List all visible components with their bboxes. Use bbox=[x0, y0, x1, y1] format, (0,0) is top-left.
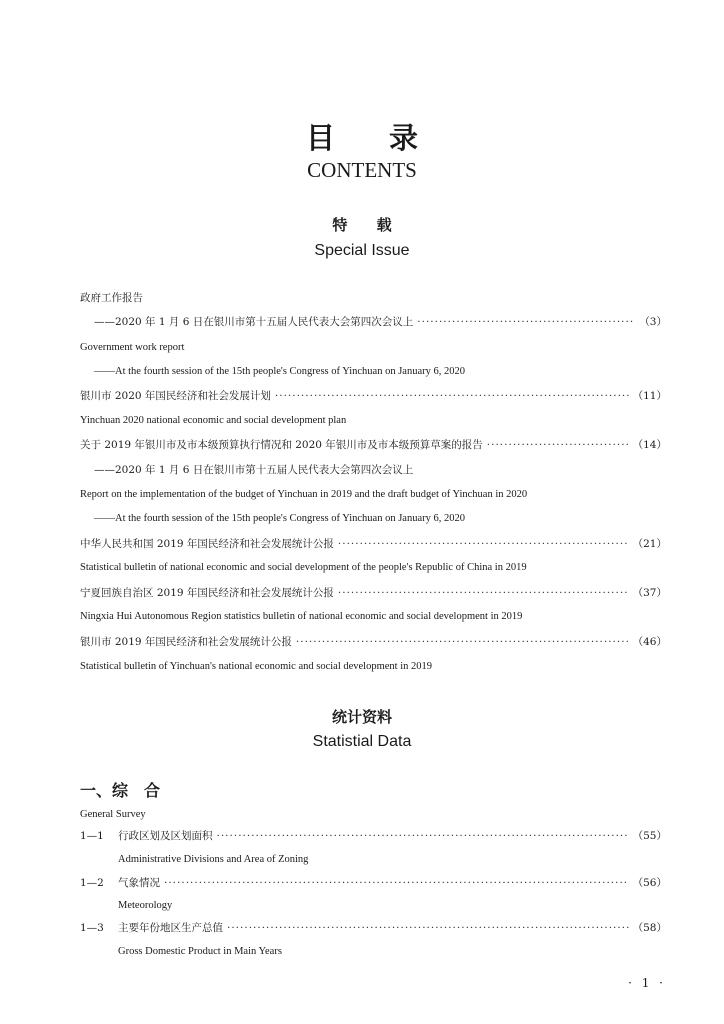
toc-entry-en: Report on the implementation of the budget of Yinchuan in 2019 and the draft budget of Yinchuan in 2020 bbox=[80, 489, 528, 500]
toc-entry[interactable] bbox=[80, 537, 667, 551]
toc-entry-number: 1—3 bbox=[80, 922, 104, 934]
toc-entry-title: 银川市 2020 年国民经济和社会发展计划 bbox=[80, 390, 271, 402]
toc-entry[interactable] bbox=[80, 876, 667, 890]
stats-heading-en: Statistial Data bbox=[312, 733, 412, 750]
toc-page-number: （46） bbox=[632, 636, 667, 648]
toc-entry-title: 行政区划及区划面积 bbox=[118, 830, 213, 842]
chapter-heading: 一、综 合 bbox=[80, 781, 161, 800]
leader-dots bbox=[227, 921, 629, 935]
toc-entry[interactable] bbox=[80, 586, 667, 600]
toc-entry-number: 1—2 bbox=[80, 877, 104, 889]
special-heading-en: Special Issue bbox=[314, 242, 410, 259]
toc-entry[interactable] bbox=[80, 389, 667, 403]
toc-entry-title: 气象情况 bbox=[118, 877, 160, 889]
toc-entry-en: Ningxia Hui Autonomous Region statistics bulletin of national economic and social development in 2019 bbox=[80, 611, 523, 622]
toc-entry-sub-en: ——At the fourth session of the 15th people's Congress of Yinchuan on January 6, 2020 bbox=[94, 513, 465, 524]
leader-dots bbox=[217, 829, 629, 843]
toc-entry[interactable] bbox=[80, 829, 667, 843]
leader-dots bbox=[275, 389, 629, 403]
leader-dots bbox=[164, 876, 629, 890]
toc-page-number: （37） bbox=[632, 587, 667, 599]
toc-page-number: （21） bbox=[632, 538, 667, 550]
leader-dots bbox=[296, 635, 629, 649]
toc-entry[interactable] bbox=[94, 315, 667, 329]
toc-entry-title: 关于 2019 年银川市及市本级预算执行情况和 2020 年银川市及市本级预算草案的报告 bbox=[80, 439, 483, 451]
toc-entry-en: Gross Domestic Product in Main Years bbox=[118, 946, 282, 957]
page-number-footer: · 1 · bbox=[628, 976, 666, 990]
toc-entry[interactable] bbox=[80, 438, 667, 452]
leader-dots bbox=[338, 537, 629, 551]
toc-entry-en: Statistical bulletin of Yinchuan's national economic and social development in 2019 bbox=[80, 661, 433, 672]
toc-entry[interactable] bbox=[80, 635, 667, 649]
toc-entry-sub-en: ——At the fourth session of the 15th people's Congress of Yinchuan on January 6, 2020 bbox=[94, 366, 465, 377]
toc-entry-title: 中华人民共和国 2019 年国民经济和社会发展统计公报 bbox=[80, 538, 334, 550]
toc-entry-number: 1—1 bbox=[80, 830, 104, 842]
toc-entry[interactable] bbox=[80, 921, 667, 935]
toc-entry-title: ——2020 年 1 月 6 日在银川市第十五届人民代表大会第四次会议上 bbox=[94, 316, 414, 328]
toc-entry-sub: ——2020 年 1 月 6 日在银川市第十五届人民代表大会第四次会议上 bbox=[94, 464, 414, 476]
toc-entry-en: Administrative Divisions and Area of Zoning bbox=[118, 854, 309, 865]
special-heading-zh: 特 载 bbox=[332, 216, 404, 234]
leader-dots bbox=[338, 586, 629, 600]
toc-category: 政府工作报告 bbox=[80, 292, 143, 304]
toc-entry-en: Government work report bbox=[80, 342, 185, 353]
chapter-heading-en: General Survey bbox=[80, 809, 146, 820]
toc-page-number: （14） bbox=[632, 439, 667, 451]
toc-entry-en: Statistical bulletin of national economic and social development of the people's Republic of China in 2019 bbox=[80, 562, 527, 573]
stats-heading-zh: 统计资料 bbox=[331, 708, 392, 726]
page-subtitle: CONTENTS bbox=[307, 158, 417, 182]
toc-page-number: （3） bbox=[639, 316, 667, 328]
toc-entry-en: Meteorology bbox=[118, 900, 173, 911]
toc-page-number: （56） bbox=[632, 877, 667, 889]
toc-page-number: （11） bbox=[632, 390, 667, 402]
leader-dots bbox=[487, 438, 629, 452]
page-title: 目 录 bbox=[305, 121, 441, 155]
toc-entry-en: Yinchuan 2020 national economic and social development plan bbox=[80, 415, 347, 426]
toc-page-number: （55） bbox=[632, 830, 667, 842]
toc-page-number: （58） bbox=[632, 922, 667, 934]
leader-dots bbox=[417, 315, 635, 329]
toc-entry-title: 银川市 2019 年国民经济和社会发展统计公报 bbox=[80, 636, 292, 648]
toc-entry-title: 主要年份地区生产总值 bbox=[118, 922, 223, 934]
toc-entry-title: 宁夏回族自治区 2019 年国民经济和社会发展统计公报 bbox=[80, 587, 334, 599]
